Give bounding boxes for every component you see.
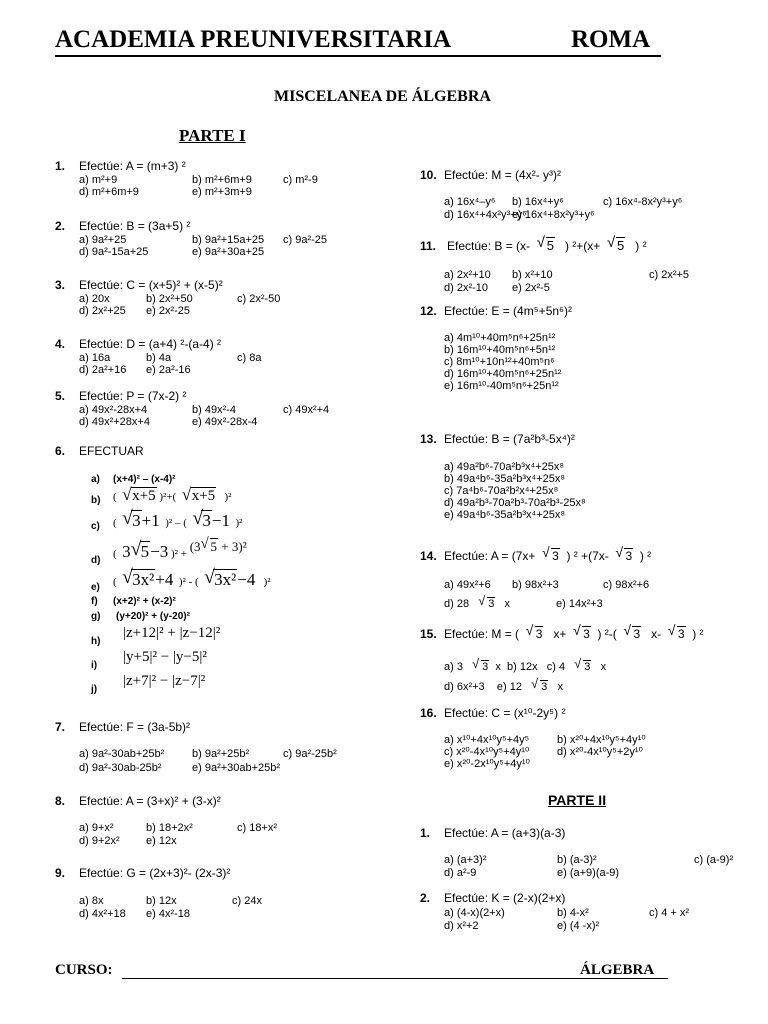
p2-q1-opt-d: d) a²-9 — [444, 867, 477, 879]
q2-opt-c: c) 9a²-25 — [283, 234, 328, 246]
header-underline — [55, 55, 661, 57]
p2-q2-opt-a: a) (4-x)(2+x) — [444, 907, 505, 919]
q10-opt-d: d) 16x⁴+4x²y³+y⁶ — [444, 209, 527, 221]
q14-opt-a: a) 49x²+6 — [444, 579, 491, 591]
q1-opt-d: d) m²+6m+9 — [79, 186, 139, 198]
q11-opt-a: a) 2x²+10 — [444, 269, 491, 281]
q4-opt-d: d) 2a²+16 — [79, 364, 127, 376]
q6h-expr: |z+12|² + |z−12|² — [123, 625, 221, 641]
q7-opt-c: c) 9a²-25b² — [283, 748, 337, 760]
header-academy: ACADEMIA PREUNIVERSITARIA — [55, 26, 452, 53]
q6a-label: a) — [91, 474, 100, 485]
q15-opt-d: d) 6x²+3 e) 12 √ 3 x — [444, 677, 563, 693]
q1-number: 1. — [55, 159, 66, 173]
q14-opt-e: e) 14x²+3 — [556, 598, 603, 610]
q3-opt-a: a) 20x — [79, 293, 110, 305]
q13-opt-b: b) 49a⁴b⁶-35a²b³x⁴+25x⁸ — [444, 473, 566, 485]
q15-opt-a: a) 3 √ 3 x b) 12x c) 4 √ 3 x — [444, 657, 607, 673]
q4-opt-e: e) 2a²-16 — [146, 364, 191, 376]
q9-opt-d: d) 4x²+18 — [79, 908, 126, 920]
q12-text: Efectúe: E = (4m⁵+5n⁶)² — [444, 304, 572, 318]
p2-q2-text: Efectúe: K = (2-x)(2+x) — [444, 891, 566, 905]
q3-opt-e: e) 2x²-25 — [146, 305, 191, 317]
q6f-expr: (x+2)² + (x-2)² — [113, 596, 176, 607]
q10-opt-a: a) 16x⁴–y⁶ — [444, 196, 496, 208]
q11-opt-c: c) 2x²+5 — [649, 269, 690, 281]
q6g-label: g) — [91, 611, 101, 622]
q7-text: Efectúe: F = (3a-5b)² — [79, 720, 191, 734]
q10-opt-e: e) 16x⁴+8x²y³+y⁶ — [512, 209, 595, 221]
q6c-expr: ( √ 3+1 )² – ( √ 3−1 )² — [113, 508, 243, 530]
q14-opt-b: b) 98x²+3 — [512, 579, 559, 591]
q16-opt-d: d) x²⁰-4x¹⁰y⁵+2y¹⁰ — [557, 746, 643, 758]
q5-text: Efectúe: P = (7x-2) ² — [79, 389, 187, 403]
q5-opt-e: e) 49x²-28x-4 — [192, 416, 258, 428]
q8-opt-d: d) 9+2x² — [79, 835, 120, 847]
q8-opt-a: a) 9+x² — [79, 822, 114, 834]
page-title: MISCELANEA DE ÁLGEBRA — [274, 88, 491, 105]
q5-opt-c: c) 49x²+4 — [283, 404, 330, 416]
q3-number: 3. — [55, 278, 66, 292]
q3-text: Efectúe: C = (x+5)² + (x-5)² — [79, 278, 223, 292]
q14-opt-d: d) 28 √ 3 x — [444, 594, 511, 610]
footer-underline — [122, 978, 668, 979]
q6f-label: f) — [91, 596, 98, 607]
q13-number: 13. — [420, 432, 437, 446]
q1-opt-b: b) m²+6m+9 — [192, 174, 252, 186]
q7-opt-a: a) 9a²-30ab+25b² — [79, 748, 165, 760]
q9-opt-b: b) 12x — [146, 895, 177, 907]
q13-opt-c: c) 7a⁴b⁶-70a²b²x⁴+25x⁸ — [444, 485, 559, 497]
q8-number: 8. — [55, 794, 66, 808]
q6e-label: e) — [91, 582, 100, 593]
p2-q2-opt-b: b) 4-x² — [557, 907, 589, 919]
q3-opt-c: c) 2x²-50 — [237, 293, 281, 305]
p2-q2-number: 2. — [420, 891, 431, 905]
q6c-label: c) — [91, 521, 100, 532]
q7-opt-b: b) 9a²+25b² — [192, 748, 250, 760]
q2-opt-a: a) 9a²+25 — [79, 234, 127, 246]
q15-text: Efectúe: M = ( √ 3 x+ √ 3 ) ²-( √ 3 x- √ 3 ) ² — [444, 623, 704, 641]
q2-opt-d: d) 9a²-15a+25 — [79, 246, 149, 258]
footer-algebra: ÁLGEBRA — [580, 962, 655, 978]
p2-q1-opt-c: c) (a-9)² — [694, 854, 734, 866]
q10-text: Efectúe: M = (4x²- y³)² — [444, 168, 562, 182]
q8-text: Efectúe: A = (3+x)² + (3-x)² — [79, 794, 221, 808]
p2-q2-opt-e: e) (4 -x)² — [557, 920, 600, 932]
q3-opt-b: b) 2x²+50 — [146, 293, 193, 305]
q16-opt-b: b) x²⁰+4x¹⁰y⁵+4y¹⁰ — [557, 734, 646, 746]
q6a-expr: (x+4)² – (x-4)² — [113, 474, 176, 485]
q7-number: 7. — [55, 720, 66, 734]
q10-number: 10. — [420, 168, 437, 182]
q13-opt-e: e) 49a⁴b⁶-35a²b³x⁴+25x⁸ — [444, 509, 566, 521]
q1-opt-c: c) m²-9 — [283, 174, 318, 186]
q3-opt-d: d) 2x²+25 — [79, 305, 126, 317]
q9-opt-c: c) 24x — [232, 895, 262, 907]
p2-q1-opt-b: b) (a-3)² — [557, 854, 597, 866]
q11-number: 11. — [420, 239, 437, 253]
q6e-expr: ( √ 3x²+4 )² - ( √ 3x²−4 )² — [113, 567, 271, 589]
parte-1-heading: PARTE I — [179, 126, 246, 145]
q6j-label: j) — [91, 684, 98, 695]
q14-number: 14. — [420, 549, 437, 563]
q10-opt-b: b) 16x⁴+y⁶ — [512, 196, 564, 208]
q6g-expr: (y+20)² + (y-20)² — [116, 611, 190, 622]
q11-opt-e: e) 2x²-5 — [512, 282, 550, 294]
q14-text: Efectúe: A = (7x+ √ 3 ) ² +(7x- √ 3 ) ² — [444, 545, 652, 563]
q5-number: 5. — [55, 389, 66, 403]
q1-opt-e: e) m²+3m+9 — [192, 186, 252, 198]
q12-opt-e: e) 16m¹⁰-40m⁵n⁶+25n¹² — [444, 380, 559, 392]
p2-q1-opt-a: a) (a+3)² — [444, 854, 487, 866]
q14-opt-c: c) 98x²+6 — [603, 579, 650, 591]
q4-text: Efectúe: D = (a+4) ²-(a-4) ² — [79, 337, 222, 351]
q9-text: Efectúe: G = (2x+3)²- (2x-3)² — [79, 866, 231, 880]
q12-number: 12. — [420, 304, 437, 318]
q1-text: Efectúe: A = (m+3) ² — [79, 159, 186, 173]
q16-opt-a: a) x¹⁰+4x¹⁰y⁵+4y⁵ — [444, 734, 530, 746]
q10-opt-c: c) 16x⁴-8x²y³+y⁶ — [603, 196, 683, 208]
q6i-expr: |y+5|² − |y−5|² — [123, 649, 207, 665]
q5-opt-a: a) 49x²-28x+4 — [79, 404, 148, 416]
q6-text: EFECTUAR — [79, 444, 144, 458]
q8-opt-e: e) 12x — [146, 835, 177, 847]
q6h-label: h) — [91, 636, 101, 647]
q4-number: 4. — [55, 337, 66, 351]
q13-text: Efectúe: B = (7a²b³-5x⁴)² — [444, 432, 575, 446]
q11-opt-b: b) x²+10 — [512, 269, 553, 281]
parte-2-heading: PARTE II — [548, 792, 607, 808]
header-roma: ROMA — [571, 26, 651, 53]
q2-text: Efectúe: B = (3a+5) ² — [79, 219, 191, 233]
q12-opt-b: b) 16m¹⁰+40m⁵n⁶+5n¹² — [444, 344, 556, 356]
q8-opt-c: c) 18+x² — [237, 822, 278, 834]
q16-text: Efectúe: C = (x¹⁰-2y⁵) ² — [444, 706, 566, 720]
q2-opt-b: b) 9a²+15a+25 — [192, 234, 265, 246]
q8-opt-b: b) 18+2x² — [146, 822, 193, 834]
footer-curso: CURSO: — [55, 962, 113, 978]
q16-opt-c: c) x²⁰-4x¹⁰y⁵+4y¹⁰ — [444, 746, 530, 758]
q15-number: 15. — [420, 627, 437, 641]
p2-q2-opt-d: d) x²+2 — [444, 920, 479, 932]
q6d-expr: ( 3 √ 5−3 )² + $^{(3 √ 5 + 3)^2}$ — [113, 536, 247, 561]
q13-opt-d: d) 49a²b³-70a²b³-70a²b³-25x⁸ — [444, 497, 586, 509]
q6b-label: b) — [91, 495, 101, 506]
q2-number: 2. — [55, 219, 66, 233]
q16-number: 16. — [420, 706, 437, 720]
q4-opt-a: a) 16a — [79, 352, 111, 364]
p2-q1-number: 1. — [420, 826, 431, 840]
q6j-expr: |z+7|² − |z−7|² — [123, 673, 206, 689]
q11-opt-d: d) 2x²-10 — [444, 282, 489, 294]
q9-opt-e: e) 4x²-18 — [146, 908, 191, 920]
q16-opt-e: e) x²⁰-2x¹⁰y⁵+4y¹⁰ — [444, 758, 530, 770]
q7-opt-d: d) 9a²-30ab-25b² — [79, 762, 162, 774]
q4-opt-c: c) 8a — [237, 352, 262, 364]
p2-q1-text: Efectúe: A = (a+3)(a-3) — [444, 826, 566, 840]
q5-opt-b: b) 49x²-4 — [192, 404, 237, 416]
q12-opt-c: c) 8m¹⁰+10n¹²+40m⁵n⁶ — [444, 356, 555, 368]
q12-opt-d: d) 16m¹⁰+40m⁵n⁶+25n¹² — [444, 368, 562, 380]
q12-opt-a: a) 4m¹⁰+40m⁵n⁶+25n¹² — [444, 332, 556, 344]
q2-opt-e: e) 9a²+30a+25 — [192, 246, 265, 258]
q6d-label: d) — [91, 555, 101, 566]
q6i-label: i) — [91, 660, 98, 671]
q6b-expr: ( √ x+5 )²+( √ x+5 )² — [113, 485, 232, 504]
p2-q2-opt-c: c) 4 + x² — [649, 907, 690, 919]
q11-text: Efectúe: B = (x- √ 5 ) ²+(x+ √ 5 ) ² — [447, 234, 647, 253]
q9-opt-a: a) 8x — [79, 895, 104, 907]
q5-opt-d: d) 49x²+28x+4 — [79, 416, 150, 428]
q7-opt-e: e) 9a²+30ab+25b² — [192, 762, 281, 774]
q9-number: 9. — [55, 866, 66, 880]
q13-opt-a: a) 49a²b⁶-70a²b³x⁴+25x⁸ — [444, 461, 564, 473]
p2-q1-opt-e: e) (a+9)(a-9) — [557, 867, 620, 879]
q6-number: 6. — [55, 444, 66, 458]
q1-opt-a: a) m²+9 — [79, 174, 118, 186]
q4-opt-b: b) 4a — [146, 352, 172, 364]
